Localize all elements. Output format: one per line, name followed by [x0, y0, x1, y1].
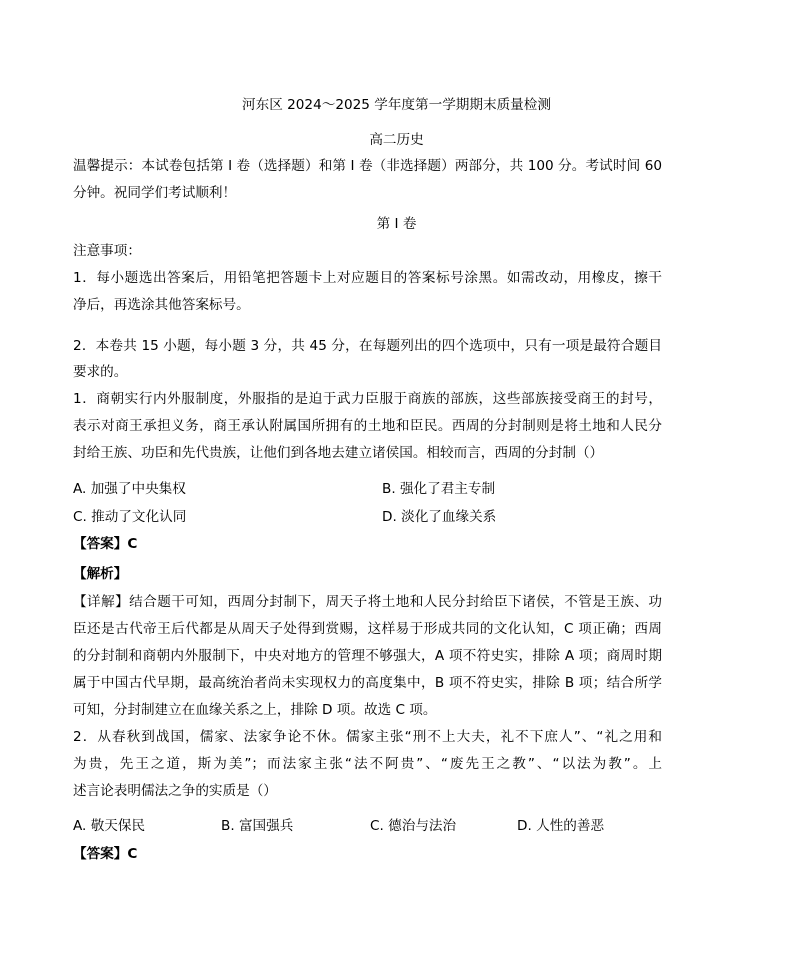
q1-option-d: D. 淡化了血缘关系	[382, 509, 497, 525]
exam-title: 河东区 2024～2025 学年度第一学期期末质量检测	[242, 97, 551, 113]
q2-option-a: A. 敬天保民	[73, 818, 146, 834]
notes-heading: 注意事项：	[73, 243, 141, 259]
q2-stem-line-3: 述言论表明儒法之争的实质是（）	[73, 783, 277, 799]
note-2-line-1: 2．本卷共 15 小题，每小题 3 分，共 45 分，在每题列出的四个选项中，只有一项是最符合题目	[73, 338, 662, 354]
q1-stem-line-1: 1．商朝实行内外服制度，外服指的是迫于武力臣服于商族的部族，这些部族接受商王的封号，	[73, 391, 662, 407]
exam-subject: 高二历史	[369, 132, 424, 148]
q1-detail-line-2: 臣还是古代帝王后代都是从周天子处得到赏赐，这样易于形成共同的文化认知，C 项正确；西周	[73, 621, 662, 637]
q1-answer: 【答案】C	[73, 536, 138, 552]
q1-detail-line-1: 【详解】结合题干可知，西周分封制下，周天子将土地和人民分封给臣下诸侯，不管是王族、功	[73, 594, 662, 610]
q1-detail-line-4: 属于中国古代早期，最高统治者尚未实现权力的高度集中，B 项不符史实，排除 B 项；结合所学	[73, 675, 662, 691]
q1-analysis-label: 【解析】	[73, 566, 128, 582]
section-heading: 第 I 卷	[376, 216, 417, 232]
q2-stem-line-1: 2．从春秋到战国，儒家、法家争论不休。儒家主张“刑不上大夫，礼不下庶人”、“礼之用和	[73, 729, 662, 745]
tip-line-1: 温馨提示：本试卷包括第 I 卷（选择题）和第 I 卷（非选择题）两部分，共 100 分。考试时间 60	[73, 158, 662, 174]
q1-stem-line-2: 表示对商王承担义务，商王承认附属国所拥有的土地和臣民。西周的分封制则是将土地和人民分	[73, 418, 662, 434]
q1-detail-line-3: 的分封制和商朝内外服制下，中央对地方的管理不够强大，A 项不符史实，排除 A 项；商周时期	[73, 648, 662, 664]
note-1-line-2: 净后，再选涂其他答案标号。	[73, 297, 250, 313]
tip-line-2: 分钟。祝同学们考试顺利！	[73, 185, 237, 201]
q2-answer: 【答案】C	[73, 846, 138, 862]
q2-option-d: D. 人性的善恶	[517, 818, 605, 834]
q1-detail-line-5: 可知，分封制建立在血缘关系之上，排除 D 项。故选 C 项。	[73, 702, 437, 718]
note-2-line-2: 要求的。	[73, 364, 128, 380]
q1-stem-line-3: 封给王族、功臣和先代贵族，让他们到各地去建立诸侯国。相较而言，西周的分封制（）	[73, 445, 604, 461]
q1-option-b: B. 强化了君主专制	[382, 481, 496, 497]
q1-option-c: C. 推动了文化认同	[73, 509, 187, 525]
q1-option-a: A. 加强了中央集权	[73, 481, 186, 497]
q2-option-c: C. 德治与法治	[370, 818, 457, 834]
note-1-line-1: 1．每小题选出答案后，用铅笔把答题卡上对应题目的答案标号涂黑。如需改动，用橡皮，擦干	[73, 270, 662, 286]
q2-option-b: B. 富国强兵	[221, 818, 294, 834]
q2-stem-line-2: 为贵，先王之道，斯为美”；而法家主张“法不阿贵”、“废先王之教”、“以法为教”。上	[73, 756, 662, 772]
